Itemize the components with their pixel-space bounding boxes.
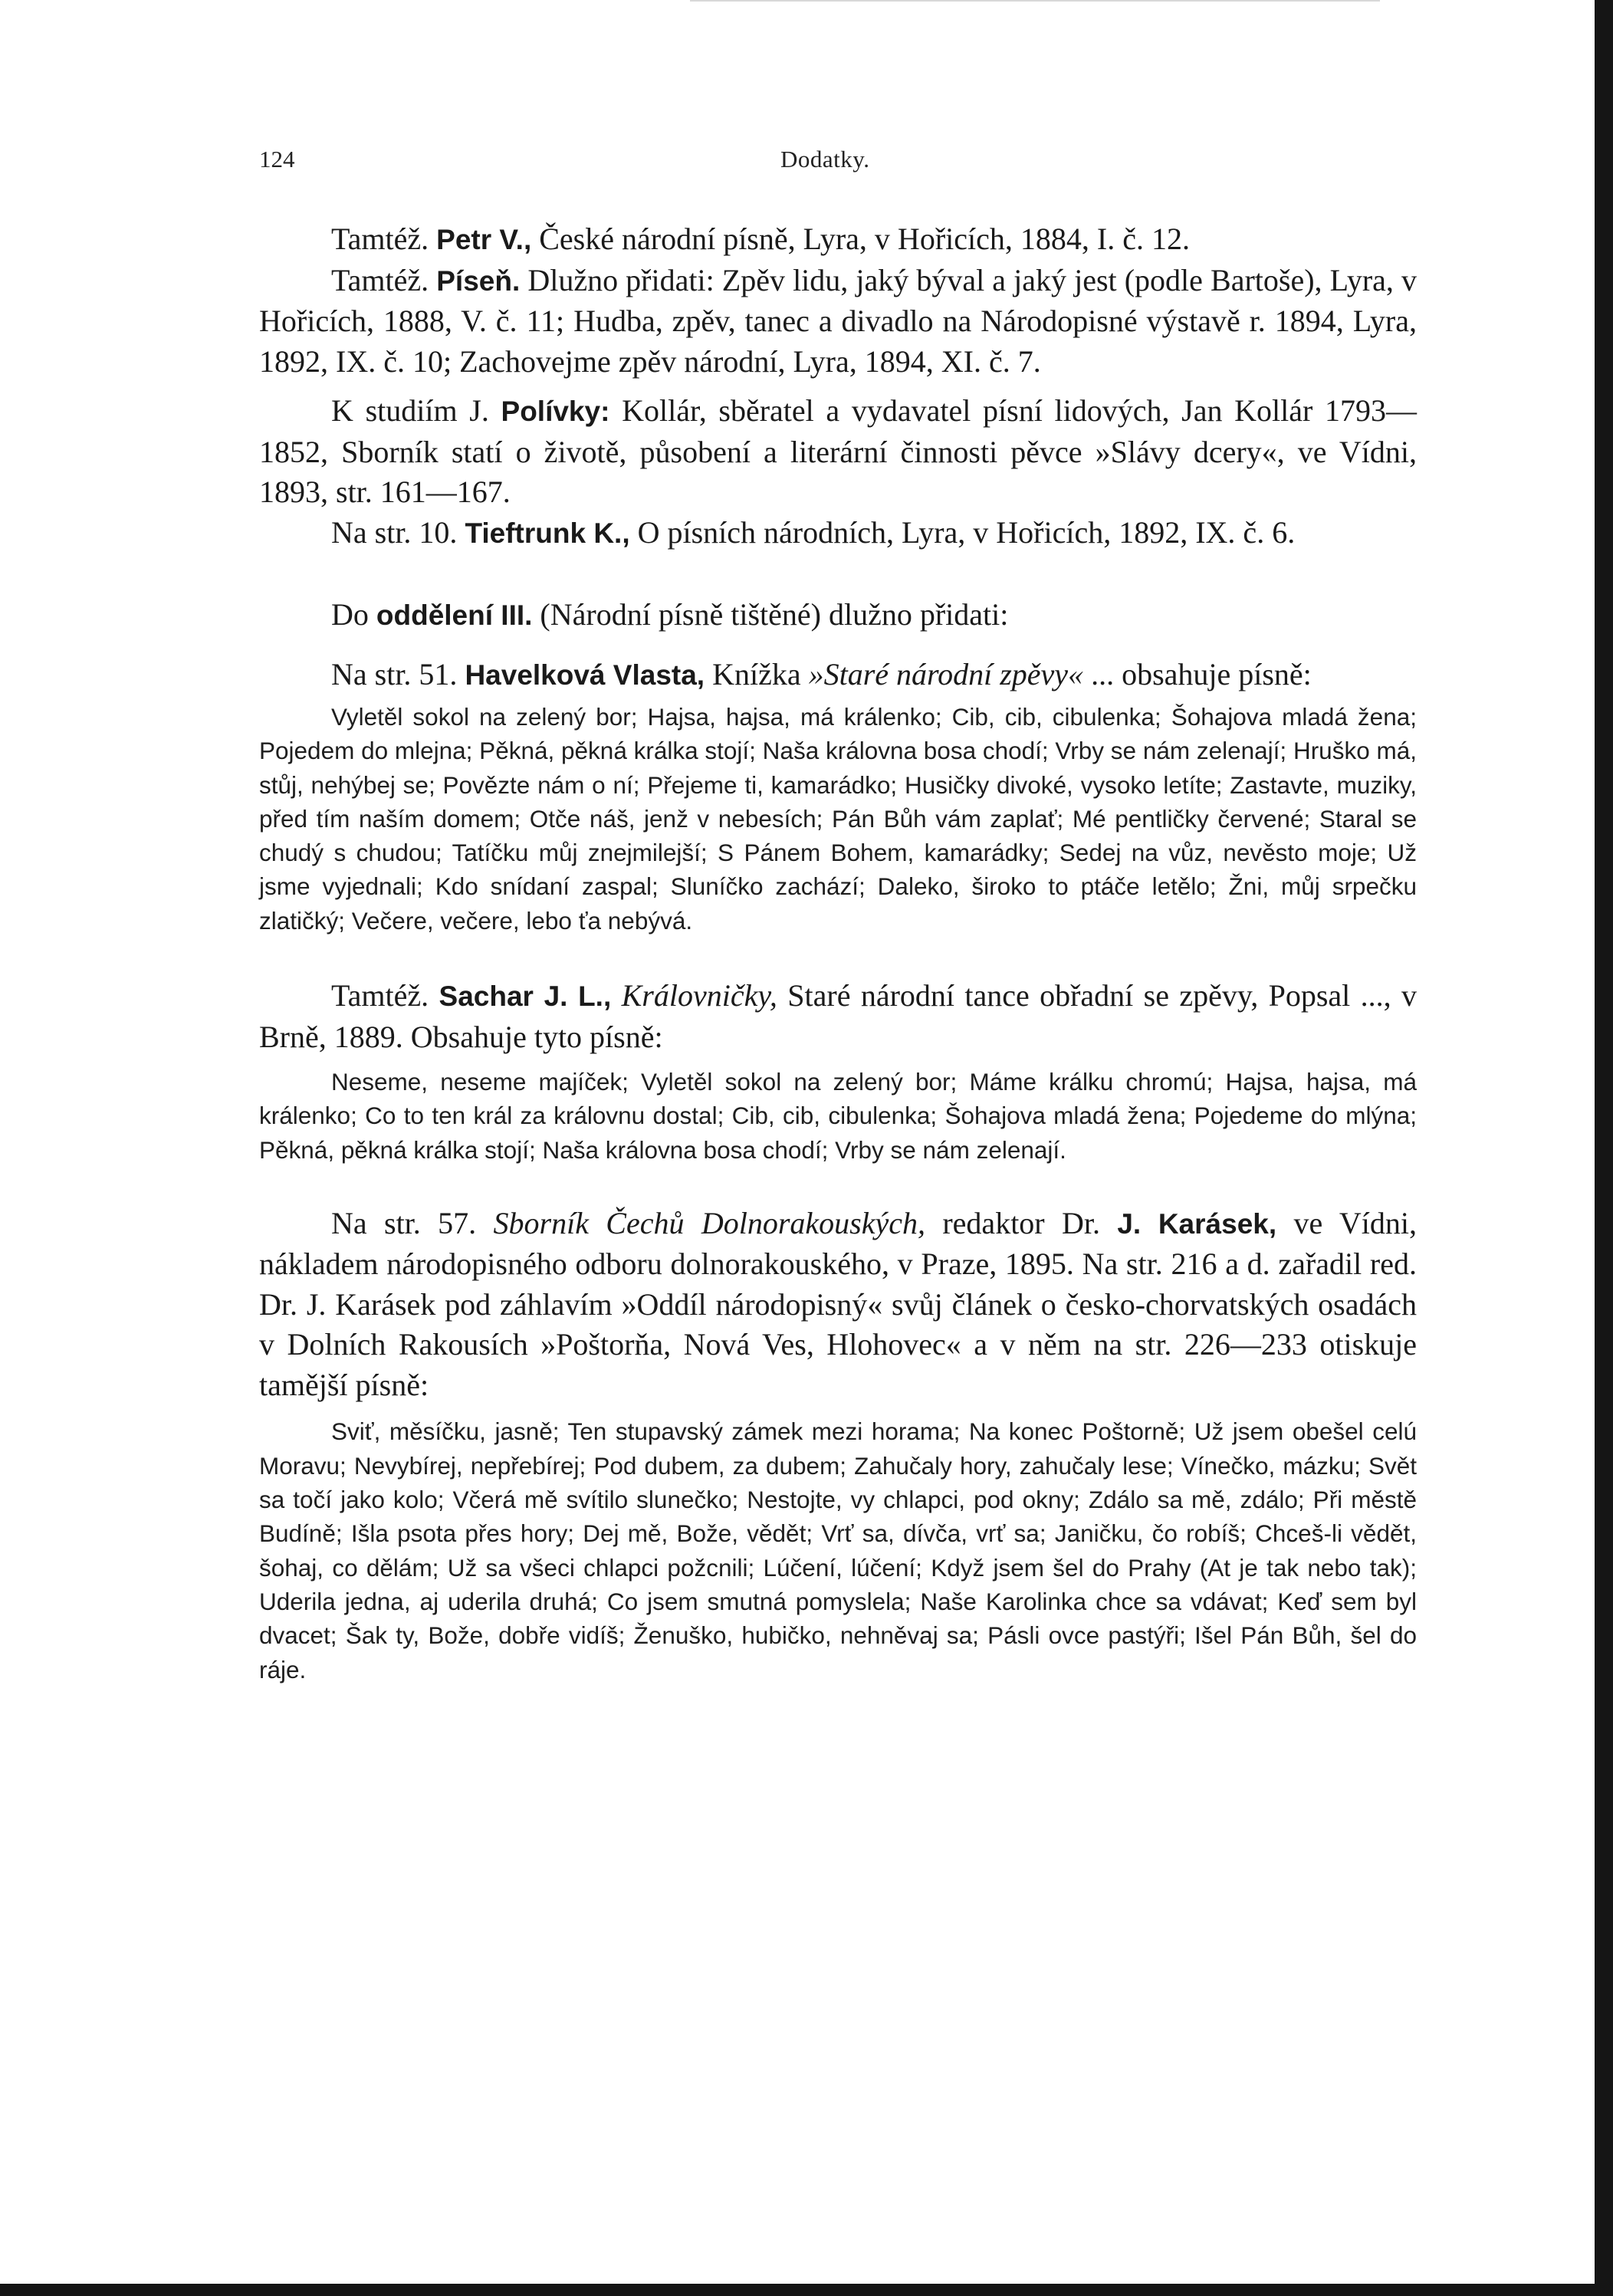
entry-author: Havelková Vlasta, xyxy=(465,659,705,691)
entry-title: Sborník Čechů Dolnorakouských, xyxy=(493,1205,925,1240)
scan-border-right xyxy=(1595,0,1613,2296)
entry-petr xyxy=(259,219,1417,261)
running-head: Dodatky. xyxy=(780,146,870,172)
entry-lead: Na str. 57. xyxy=(331,1205,477,1240)
song-list-text: Vyletěl sokol na zelený bor; Hajsa, hajsa, má králenko; Cib, cib, cibulenka; Šohajova mladá žena; Pojedem do mlejna; Pěkná, pěkná králka stojí; Naša královna bosa chodí; Vrby se nám zelenají; Hruško má, stůj, nehýbej se; Povězte nám o ní; Přejeme ti, kamarádko; Husičky divoké, vysoko letíte; Zastavte, muziky, před tím naším domem; Otče náš, jenž v nebesích; Pán Bůh vám zaplať; Mé pentličky červené; Staral se chudý s chudou; Tatíčku můj znejmilejší; S Pánem Bohem, kamarádky; Sedej na vůz, nevěsto moje; Už jsme vyjednali; Kdo snídaní zaspal; Sluníčko zachází; Daleko, široko to ptáče letělo; Žni, můj srpečku zlatičký; Večere, večere, lebo ťa nebývá. xyxy=(259,703,1417,934)
entry-author: Petr V., xyxy=(436,224,532,255)
entry-author: Tieftrunk K., xyxy=(465,517,630,549)
entry-lead: Na str. 51. xyxy=(331,656,458,691)
entry-text: Staré národní tance obřadní se zpěvy, Popsal ..., v Brně, 1889. Obsahuje tyto písně: xyxy=(259,978,1418,1054)
page-header xyxy=(259,146,1417,189)
entry-text: Dlužno přidati: Zpěv lidu, jaký býval a jaký jest (podle Bartoše), Lyra, v Hořicích, 1888, V. č. 11; Hudba, zpěv, tanec a divadlo na Národopisné výstavě r. 1894, Lyra, 1892, IX. č. 10; Zachovejme zpěv národní, Lyra, 1894, XI. č. 7. xyxy=(259,262,1418,379)
song-list-text: Sviť, měsíčku, jasně; Ten stupavský zámek mezi horama; Na konec Poštorně; Už jsem obešel celú Moravu; Nevybírej, nepřebírej; Pod dubem, za dubem; Zahučaly hory, zahučaly lese; Vínečko, mázku; Svět sa točí jako kolo; Včerá mě svítilo slunečko; Nestojte, vy chlapci, pod okny; Zdálo sa mě, zdálo; Při městě Budíně; Išla psota přes hory; Dej mě, Bože, vědět; Vrť sa, dívča, vrť sa; Janičku, čo robíš; Chceš-li vědět, šohaj, co dělám; Už sa všeci chlapci požcnili; Lúčení, lúčení; Když jsem šel do Prahy (At je tak nebo tak); Uderila jedna, aj uderila druhá; Co jsem smutná pomyslela; Naše Karolinka chce sa vdávat; Keď sem byl dvacet; Šak ty, Bože, dobře vidíš; Ženuško, hubičko, nehněvaj sa; Pásli ovce pastýři; Išel Pán Bůh, šel do ráje. xyxy=(259,1417,1417,1683)
heading-lead: Do xyxy=(331,597,369,632)
entry-text: ve Vídni, nákladem národopisného odboru dolnorakouského, v Praze, 1895. Na str. 216 a d. zařadil red. Dr. J. Karásek pod záhlavím »Oddíl národopisný« svůj článek o česko-chorvatských osadách v Dolních Rakousích »Poštorňa, Nová Ves, Hlohovec« a v něm na str. 226—233 otiskuje tamější písně: xyxy=(259,1205,1417,1402)
entry-lead: Tamtéž. xyxy=(331,978,429,1013)
entry-author: Polívky: xyxy=(501,396,610,427)
entry-text: O písních národních, Lyra, v Hořicích, 1892, IX. č. 6. xyxy=(637,514,1296,550)
scan-border-bottom xyxy=(0,2284,1613,2296)
entry-author: Píseň. xyxy=(436,264,521,297)
song-list-sachar xyxy=(259,1065,1417,1167)
entry-text: ... obsahuje písně: xyxy=(1091,656,1312,691)
entry-sbornik xyxy=(259,1204,1417,1406)
entry-lead: Na str. 10. xyxy=(331,514,458,550)
entry-title: Královničky, xyxy=(621,978,777,1013)
page-number: 124 xyxy=(259,146,295,172)
entry-pisen xyxy=(259,261,1417,383)
entry-lead: K studiím J. xyxy=(331,393,489,428)
page xyxy=(259,146,1417,1687)
entry-text: Kollár, sběratel a vydavatel písní lidových, Jan Kollár 1793—1852, Sborník statí o životě, působení a literární činnosti pěvce »Slávy dcery«, ve Vídni, 1893, str. 161—167. xyxy=(259,393,1418,509)
entry-author: Sachar J. L., xyxy=(439,980,612,1013)
entry-mid: redaktor Dr. xyxy=(942,1205,1100,1240)
scan-top-edge xyxy=(690,0,1380,2)
song-list-sbornik xyxy=(259,1414,1417,1686)
entry-polivka xyxy=(259,391,1417,513)
entry-sachar xyxy=(259,976,1417,1057)
entry-lead: Tamtéž. xyxy=(331,262,429,297)
entry-havelkova xyxy=(259,655,1417,696)
entry-title: »Staré národní zpěvy« xyxy=(808,656,1084,691)
entry-author: J. Karásek, xyxy=(1117,1207,1277,1240)
entry-tieftrunk xyxy=(259,513,1417,554)
entry-mid: Knížka xyxy=(712,656,801,691)
heading-bold: oddělení III. xyxy=(376,599,533,631)
song-list-text: Neseme, neseme majíček; Vyletěl sokol na zelený bor; Máme králku chromú; Hajsa, hajsa, má králenko; Co to ten král za královnu dostal; Cib, cib, cibulenka; Šohajova mladá žena; Pojedeme do mlýna; Pěkná, pěkná králka stojí; Naša královna bosa chodí; Vrby se nám zelenají. xyxy=(259,1068,1417,1164)
entry-text: České národní písně, Lyra, v Hořicích, 1884, I. č. 12. xyxy=(539,222,1190,256)
heading-text: (Národní písně tištěné) dlužno přidati: xyxy=(540,597,1009,632)
song-list-havelkova xyxy=(259,700,1417,938)
section-heading xyxy=(259,595,1417,636)
entry-lead: Tamtéž. xyxy=(331,222,429,256)
